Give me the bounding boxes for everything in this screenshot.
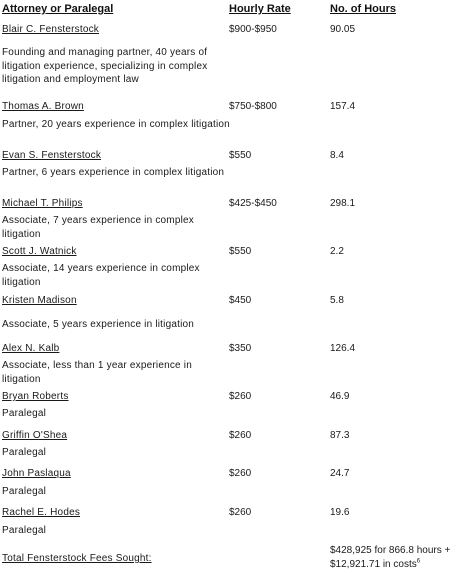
row-name: Griffin O'Shea xyxy=(2,430,68,441)
row-rate: $750-$800 xyxy=(229,101,277,112)
row-description: Paralegal xyxy=(2,486,47,497)
row-description: Partner, 20 years experience in complex litigation xyxy=(2,119,230,130)
row-rate: $900-$950 xyxy=(229,24,277,35)
footnote-marker: 6 xyxy=(416,558,421,565)
row-rate: $450 xyxy=(229,295,252,306)
header-rate: Hourly Rate xyxy=(229,3,291,15)
row-name: Alex N. Kalb xyxy=(2,343,60,354)
row-hours: 2.2 xyxy=(330,246,344,257)
row-hours: 298.1 xyxy=(330,198,356,209)
row-description: Paralegal xyxy=(2,447,47,458)
row-description: Partner, 6 years experience in complex litigation xyxy=(2,167,225,178)
row-rate: $260 xyxy=(229,391,252,402)
row-rate: $550 xyxy=(229,246,252,257)
row-rate: $425-$450 xyxy=(229,198,277,209)
row-description: Paralegal xyxy=(2,525,47,536)
row-name: Bryan Roberts xyxy=(2,391,69,402)
row-description: Associate, 7 years experience in complex litigation xyxy=(2,215,194,240)
row-description: Founding and managing partner, 40 years of litigation experience, specializing in complex litigation and employment law xyxy=(2,47,208,85)
total-line-2 xyxy=(330,558,466,572)
row-description: Associate, less than 1 year experience in litigation xyxy=(2,360,192,385)
row-hours: 19.6 xyxy=(330,507,350,518)
row-name: Kristen Madison xyxy=(2,295,77,306)
header-hours: No. of Hours xyxy=(330,3,396,15)
row-description: Paralegal xyxy=(2,408,47,419)
row-rate: $350 xyxy=(229,343,252,354)
row-name: Michael T. Philips xyxy=(2,198,83,209)
total-value xyxy=(330,544,466,572)
total-costs: $12,921.71 in costs xyxy=(330,559,417,570)
row-hours: 126.4 xyxy=(330,343,356,354)
row-name: Thomas A. Brown xyxy=(2,101,84,112)
row-hours: 46.9 xyxy=(330,391,350,402)
row-hours: 90.05 xyxy=(330,24,356,35)
row-name: Rachel E. Hodes xyxy=(2,507,81,518)
row-hours: 157.4 xyxy=(330,101,356,112)
row-hours: 5.8 xyxy=(330,295,344,306)
row-name: Blair C. Fensterstock xyxy=(2,24,100,35)
row-hours: 87.3 xyxy=(330,430,350,441)
row-hours: 8.4 xyxy=(330,150,344,161)
row-rate: $260 xyxy=(229,430,252,441)
row-rate: $260 xyxy=(229,507,252,518)
total-line-1: $428,925 for 866.8 hours + xyxy=(330,545,451,556)
row-description: Associate, 14 years experience in complex litigation xyxy=(2,263,200,288)
row-hours: 24.7 xyxy=(330,468,350,479)
row-rate: $260 xyxy=(229,468,252,479)
header-person: Attorney or Paralegal xyxy=(2,3,114,15)
row-name: Evan S. Fensterstock xyxy=(2,150,102,161)
total-label: Total Fensterstock Fees Sought: xyxy=(2,553,152,564)
row-name: Scott J. Watnick xyxy=(2,246,77,257)
row-description: Associate, 5 years experience in litigation xyxy=(2,319,195,330)
row-name: John Paslaqua xyxy=(2,468,71,479)
row-rate: $550 xyxy=(229,150,252,161)
